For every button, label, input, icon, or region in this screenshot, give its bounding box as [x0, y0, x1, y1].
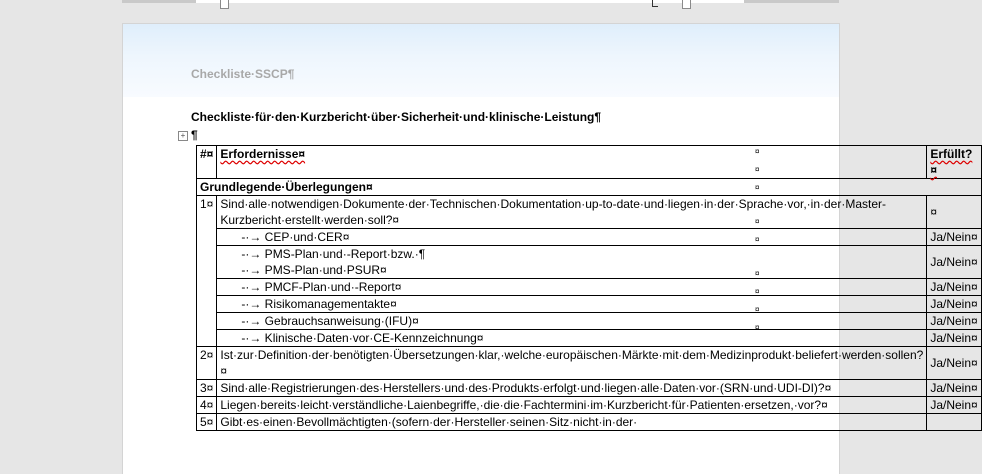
- row-num[interactable]: 4¤: [197, 397, 217, 414]
- row-text[interactable]: Liegen·bereits·leicht·verständliche·Laienbegriffe,·die·die·Fachtermini·im·Kurzbericht·für·Patienten·ersetzen,·vor?¤: [217, 397, 927, 414]
- row-text[interactable]: Gibt·es·einen·Bevollmächtigten·(sofern·der·Hersteller·seinen·Sitz·nicht·in·der·: [217, 414, 927, 431]
- end-of-row-mark: ¤: [755, 147, 760, 156]
- end-of-row-mark: ¤: [755, 323, 760, 332]
- table-row[interactable]: [197, 414, 982, 431]
- table-row[interactable]: [197, 279, 982, 296]
- header-fulfilled[interactable]: Erfüllt?¤: [930, 147, 973, 177]
- indent-marker-right[interactable]: [682, 0, 691, 9]
- ruler-margin-right: [744, 0, 839, 3]
- header-num[interactable]: #¤: [197, 146, 217, 179]
- table-row[interactable]: [197, 196, 982, 229]
- table-row[interactable]: [197, 296, 982, 313]
- table-row[interactable]: [197, 397, 982, 414]
- ruler[interactable]: [0, 0, 925, 14]
- table-move-handle-icon[interactable]: +: [178, 131, 188, 141]
- end-of-row-mark: ¤: [755, 235, 760, 244]
- row-status[interactable]: Ja/Nein¤: [927, 313, 981, 330]
- row-num[interactable]: 1¤: [197, 196, 217, 347]
- row-text[interactable]: Ist·zur·Definition·der·benötigten·Übersetzungen·klar,·welche·europäischen·Märkte·mit·dem·Medizinprodukt·beliefert·werden·sollen?¤: [217, 347, 927, 380]
- document-page[interactable]: [123, 24, 978, 474]
- header-requirement[interactable]: Erfordernisse¤: [220, 147, 306, 161]
- row-status[interactable]: Ja/Nein¤: [927, 330, 981, 347]
- end-of-row-mark: ¤: [755, 305, 760, 314]
- table-row[interactable]: [197, 313, 982, 330]
- row-num[interactable]: 3¤: [197, 380, 217, 397]
- page-header[interactable]: [123, 24, 839, 97]
- row-text[interactable]: -·→ Risikomanagementakte¤: [217, 296, 927, 313]
- row-status[interactable]: Ja/Nein¤: [927, 380, 981, 397]
- row-status[interactable]: Ja/Nein¤: [927, 229, 981, 246]
- row-text[interactable]: -·→ PMS-Plan·und·-Report·bzw.·¶ -·→ PMS-Plan·und·PSUR¤: [217, 246, 927, 279]
- section-title[interactable]: Grundlegende·Überlegungen¤: [197, 179, 982, 196]
- row-status[interactable]: Ja/Nein¤: [927, 347, 981, 380]
- row-status[interactable]: Ja/Nein¤: [927, 296, 981, 313]
- row-text[interactable]: -·→ PMCF-Plan·und·-Report¤: [217, 279, 927, 296]
- end-of-row-mark: ¤: [755, 183, 760, 192]
- table-row[interactable]: [197, 380, 982, 397]
- row-status[interactable]: ¤: [927, 196, 981, 229]
- tab-stop-marker[interactable]: [652, 0, 658, 7]
- row-status[interactable]: [927, 414, 981, 431]
- empty-paragraph[interactable]: ¶: [191, 128, 198, 142]
- table-row[interactable]: [197, 246, 982, 279]
- table-header-row[interactable]: [197, 146, 982, 179]
- row-status[interactable]: Ja/Nein¤: [927, 279, 981, 296]
- row-text[interactable]: -·→ Klinische·Daten·vor·CE-Kennzeichnung¤: [217, 330, 927, 347]
- end-of-row-mark: ¤: [755, 269, 760, 278]
- row-text[interactable]: -·→ Gebrauchsanweisung·(IFU)¤: [217, 313, 927, 330]
- ruler-margin-left: [122, 0, 196, 3]
- table-row[interactable]: [197, 330, 982, 347]
- section-row[interactable]: [197, 179, 982, 196]
- row-num[interactable]: 5¤: [197, 414, 217, 431]
- ruler-text-area: [196, 0, 744, 3]
- row-num[interactable]: 2¤: [197, 347, 217, 380]
- end-of-row-mark: ¤: [755, 287, 760, 296]
- checklist-table[interactable]: [196, 145, 982, 431]
- row-status[interactable]: Ja/Nein¤: [927, 246, 981, 279]
- table-row[interactable]: [197, 347, 982, 380]
- indent-marker-left[interactable]: [220, 0, 229, 9]
- document-title[interactable]: Checkliste·für·den·Kurzbericht·über·Sicherheit·und·klinische·Leistung¶: [191, 110, 602, 124]
- end-of-row-mark: ¤: [755, 217, 760, 226]
- table-row[interactable]: [197, 229, 982, 246]
- row-text[interactable]: -·→ CEP·und·CER¤: [217, 229, 927, 246]
- header-title: Checkliste·SSCP¶: [191, 67, 295, 81]
- row-text[interactable]: Sind·alle·notwendigen·Dokumente·der·Technischen·Dokumentation·up-to-date·und·liegen·in·der·Sprache·vor,·in·der·Master-Kurzbericht·erstellt·werden·soll?¤: [217, 196, 927, 229]
- end-of-row-mark: ¤: [755, 165, 760, 174]
- row-status[interactable]: Ja/Nein¤: [927, 397, 981, 414]
- row-text[interactable]: Sind·alle·Registrierungen·des·Herstellers·und·des·Produkts·erfolgt·und·liegen·alle·Daten·vor·(SRN·und·UDI-DI)?¤: [217, 380, 927, 397]
